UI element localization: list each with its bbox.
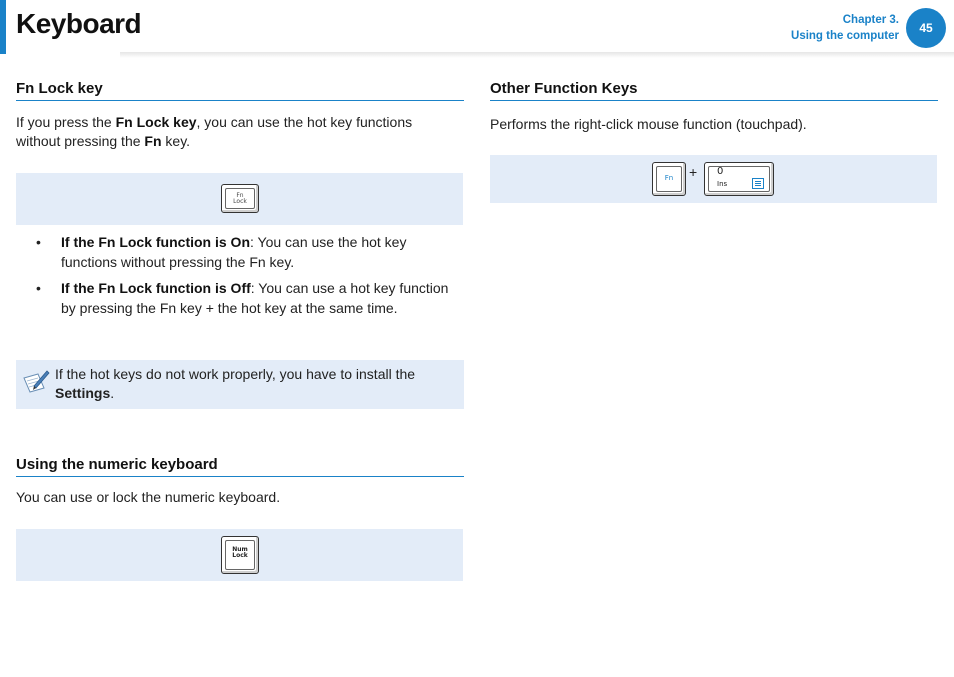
section-heading-fn-lock: Fn Lock key <box>16 80 464 101</box>
note-text-body: If the hot keys do not work properly, you have to install the <box>55 366 416 382</box>
list-item <box>36 278 456 318</box>
key-label-top: Fn <box>236 192 244 199</box>
bullet-bold-text: If the Fn Lock function is Off <box>61 280 251 296</box>
bullet-text: : You can use a hot key function by pressing the Fn key + the hot key at the same time. <box>61 280 449 316</box>
other-keys-panel <box>490 155 937 203</box>
note-text <box>55 365 455 403</box>
fn-lock-bullet-list <box>36 232 456 324</box>
key-label-top: Num <box>232 546 248 553</box>
header-accent-bar <box>0 0 6 54</box>
fn-lock-intro-bold-fn: Fn <box>144 133 162 149</box>
chapter-number: Chapter 3. <box>842 14 899 26</box>
section-heading-numeric: Using the numeric keyboard <box>16 456 464 477</box>
fn-lock-intro-text-2: , you can use the hot key functions without pressing the <box>16 114 413 149</box>
fn-lock-intro-bold-key: Fn Lock key <box>115 114 197 130</box>
header-divider <box>120 52 954 58</box>
zero-key-label: 0 <box>717 166 724 177</box>
key-label-bottom: Lock <box>232 552 248 559</box>
numeric-intro: You can use or lock the numeric keyboard. <box>16 489 281 505</box>
note-pencil-icon <box>22 368 50 394</box>
menu-icon <box>752 178 764 189</box>
fn-lock-intro-text: If you press the <box>16 114 116 130</box>
list-item <box>36 232 456 272</box>
plus-sign: + <box>689 164 698 180</box>
note-panel <box>16 360 464 409</box>
bullet-bold-text: If the Fn Lock function is On <box>61 234 250 250</box>
num-lock-key-icon <box>221 536 259 574</box>
bullet-text: : You can use the hot key functions without pressing the Fn key. <box>61 234 407 270</box>
bullet-dot: • <box>36 234 41 250</box>
key-label-bottom: Lock <box>233 198 247 205</box>
chapter-info <box>791 12 899 44</box>
note-settings-bold: Settings <box>55 385 111 401</box>
fn-lock-intro-text-3: key. <box>161 133 191 149</box>
bullet-dot: • <box>36 280 41 296</box>
zero-ins-key-icon <box>704 162 774 196</box>
num-lock-key-panel <box>16 529 463 581</box>
chapter-title: Using the computer <box>791 30 899 42</box>
fn-key-label: Fn <box>664 174 674 182</box>
fn-key-icon <box>652 162 686 196</box>
ins-key-label: Ins <box>717 180 728 188</box>
fn-lock-key-panel <box>16 173 463 225</box>
section-heading-other-keys: Other Function Keys <box>490 80 938 101</box>
note-text-end: . <box>110 385 115 401</box>
other-keys-intro: Performs the right-click mouse function (touchpad). <box>490 116 807 132</box>
page-title: Keyboard <box>16 8 142 39</box>
fn-lock-key-icon <box>221 184 259 213</box>
page-number-badge: 45 <box>906 8 946 48</box>
fn-lock-intro <box>16 113 456 151</box>
